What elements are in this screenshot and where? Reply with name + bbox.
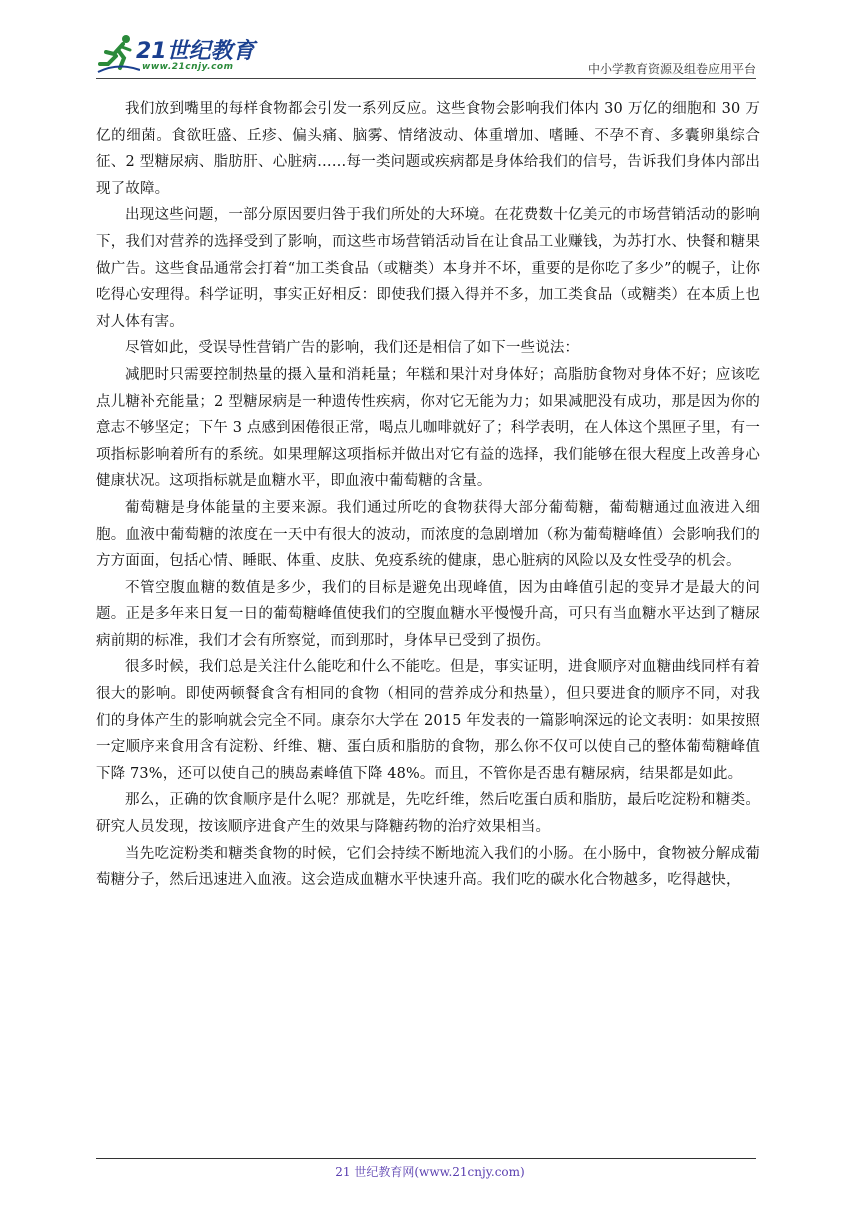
paragraph: 不管空腹血糖的数值是多少，我们的目标是避免出现峰值，因为由峰值引起的变异才是最大的问题。正是多年来日复一日的葡萄糖峰值使我们的空腹血糖水平慢慢升高，可只有当血糖水平达到了糖尿病前期的标准，我们才会有所察觉，而到那时，身体早已受到了损伤。 — [96, 579, 760, 649]
paragraph: 减肥时只需要控制热量的摄入量和消耗量；年糕和果汁对身体好；高脂肪食物对身体不好；应该吃点儿糖补充能量；2 型糖尿病是一种遗传性疾病，你对它无能为力；如果减肥没有成功，那是因为你的意志不够坚定；下午 3 点感到困倦很正常，喝点儿咖啡就好了；科学表明，在人体这个黑匣子里，有一项指标影响着所有的系统。如果理解这项指标并做出对它有益的选择，我们能够在很大程度上改善身心健康状况。这项指标就是血糖水平，即血液中葡萄糖的含量。 — [96, 366, 760, 490]
logo-text: 21世纪教育 — [136, 39, 255, 64]
header-divider — [96, 78, 756, 79]
paragraph: 当先吃淀粉类和糖类食物的时候，它们会持续不断地流入我们的小肠。在小肠中，食物被分解成葡萄糖分子，然后迅速进入血液。这会造成血糖水平快速升高。我们吃的碳水化合物越多，吃得越快， — [96, 845, 760, 889]
paragraph: 出现这些问题，一部分原因要归咎于我们所处的大环境。在花费数十亿美元的市场营销活动的影响下，我们对营养的选择受到了影响，而这些市场营销活动旨在让食品工业赚钱，为苏打水、快餐和糖果做广告。这些食品通常会打着“加工类食品（或糖类）本身并不坏，重要的是你吃了多少”的幌子，让你吃得心安理得。科学证明，事实正好相反：即使我们摄入得并不多，加工类食品（或糖类）在本质上也对人体有害。 — [96, 207, 760, 330]
page-header — [96, 30, 756, 78]
article-body — [96, 96, 760, 894]
footer-divider — [96, 1158, 756, 1159]
platform-name: 中小学教育资源及组卷应用平台 — [587, 62, 756, 76]
runner-icon — [96, 32, 140, 76]
paragraph: 那么，正确的饮食顺序是什么呢？那就是，先吃纤维，然后吃蛋白质和脂肪，最后吃淀粉和糖类。研究人员发现，按该顺序进食产生的效果与降糖药物的治疗效果相当。 — [96, 792, 760, 836]
paragraph: 很多时候，我们总是关注什么能吃和什么不能吃。但是，事实证明，进食顺序对血糖曲线同样有着很大的影响。即使两顿餐食含有相同的食物（相同的营养成分和热量），但只要进食的顺序不同，对我们的身体产生的影响就会完全不同。康奈尔大学在 2015 年发表的一篇影响深远的论文表明：如果按照一定顺序来食用含有淀粉、纤维、糖、蛋白质和脂肪的食物，那么你不仅可以使自己的整体葡萄糖峰值下降 73%，还可以使自己的胰岛素峰值下降 48%。而且，不管你是否患有糖尿病，结果都是如此。 — [96, 659, 760, 782]
page-footer: 21 世纪教育网(www.21cnjy.com) — [335, 1165, 525, 1179]
paragraph: 我们放到嘴里的每样食物都会引发一系列反应。这些食物会影响我们体内 30 万亿的细胞和 30 万亿的细菌。食欲旺盛、丘疹、偏头痛、脑雾、情绪波动、体重增加、嗜睡、不孕不育、多囊卵巢综合征、2 型糖尿病、脂肪肝、心脏病……每一类问题或疾病都是身体给我们的信号，告诉我们身体内部出现了故障。 — [96, 101, 760, 197]
paragraph: 尽管如此，受误导性营销广告的影响，我们还是相信了如下一些说法： — [125, 340, 580, 357]
logo — [96, 32, 266, 76]
paragraph: 葡萄糖是身体能量的主要来源。我们通过所吃的食物获得大部分葡萄糖，葡萄糖通过血液进入细胞。血液中葡萄糖的浓度在一天中有很大的波动，而浓度的急剧增加（称为葡萄糖峰值）会影响我们的方方面面，包括心情、睡眠、体重、皮肤、免疫系统的健康，患心脏病的风险以及女性受孕的机会。 — [96, 499, 760, 570]
logo-url: www.21cnjy.com — [142, 62, 234, 72]
